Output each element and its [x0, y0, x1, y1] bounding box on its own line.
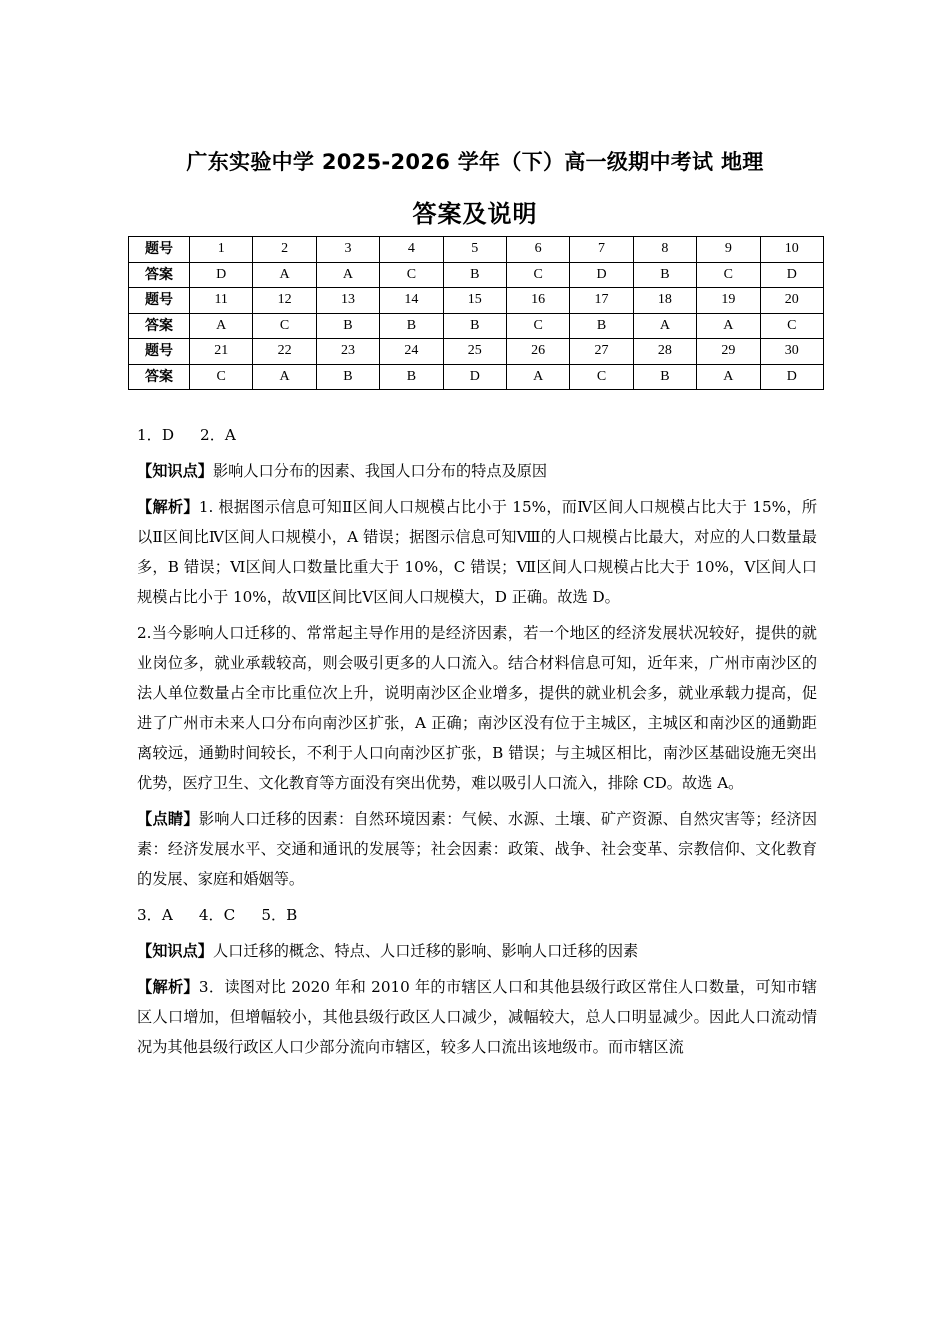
row-label-number: 题号 [129, 237, 190, 263]
tip-paragraph [137, 804, 817, 894]
question-number-cell: 26 [506, 339, 569, 365]
answer-cell: C [380, 262, 443, 288]
row-label-answer: 答案 [129, 313, 190, 339]
question-number-cell: 10 [760, 237, 823, 263]
question-number-row [129, 288, 824, 314]
answer-item: 4．C [198, 906, 236, 924]
question-number-cell: 19 [697, 288, 760, 314]
question-number-cell: 24 [380, 339, 443, 365]
answer-cell: B [443, 313, 506, 339]
question-number-cell: 16 [506, 288, 569, 314]
answer-cell: B [316, 364, 379, 390]
question-number-row [129, 237, 824, 263]
answer-item: 5．B [261, 906, 298, 924]
row-label-number: 题号 [129, 288, 190, 314]
question-number-cell: 30 [760, 339, 823, 365]
question-number-cell: 2 [253, 237, 316, 263]
answer-cell: A [253, 364, 316, 390]
answer-cell: C [506, 262, 569, 288]
question-number-cell: 27 [570, 339, 633, 365]
question-number-cell: 11 [190, 288, 253, 314]
answer-cell: D [570, 262, 633, 288]
answer-cell: B [380, 313, 443, 339]
question-number-cell: 12 [253, 288, 316, 314]
answer-cell: D [190, 262, 253, 288]
question-number-cell: 28 [633, 339, 696, 365]
answer-cell: A [190, 313, 253, 339]
answer-cell: C [253, 313, 316, 339]
question-number-cell: 13 [316, 288, 379, 314]
knowledge-tag: 【知识点】 [137, 942, 213, 960]
question-number-cell: 20 [760, 288, 823, 314]
answer-item: 1．D [137, 426, 175, 444]
answer-cell: B [380, 364, 443, 390]
answer-cell: B [443, 262, 506, 288]
page-subtitle: 答案及说明 [412, 200, 538, 228]
analysis-paragraph [137, 972, 817, 1062]
row-label-answer: 答案 [129, 262, 190, 288]
analysis-tag: 【解析】 [137, 978, 199, 996]
section-heading [137, 900, 817, 930]
analysis-text: 2.当今影响人口迁移的、常常起主导作用的是经济因素，若一个地区的经济发展状况较好，提供的就业岗位多，就业承载较高，则会吸引更多的人口流入。结合材料信息可知，近年来，广州市南沙区的法人单位数量占全市比重位次上升，说明南沙区企业增多，提供的就业机会多，就业承载力提高，促进了广州市未来人口分布向南沙区扩张，A 正确；南沙区没有位于主城区，主城区和南沙区的通勤距离较远，通勤时间较长，不利于人口向南沙区扩张，B 错误；与主城区相比，南沙区基础设施无突出优势，医疗卫生、文化教育等方面没有突出优势，难以吸引人口流入，排除 CD。故选 A。 [137, 624, 817, 792]
answer-cell: A [253, 262, 316, 288]
explanation-body [137, 420, 817, 1068]
answer-cell: D [760, 262, 823, 288]
page-title: 广东实验中学 2025-2026 学年（下）高一级期中考试 地理 [186, 150, 764, 174]
row-label-number: 题号 [129, 339, 190, 365]
question-number-cell: 15 [443, 288, 506, 314]
answer-cell: A [697, 364, 760, 390]
row-label-answer: 答案 [129, 364, 190, 390]
question-number-cell: 5 [443, 237, 506, 263]
tip-text: 影响人口迁移的因素：自然环境因素：气候、水源、土壤、矿产资源、自然灾害等；经济因素：经济发展水平、交通和通讯的发展等；社会因素：政策、战争、社会变革、宗教信仰、文化教育的发展、家庭和婚姻等。 [137, 810, 818, 888]
answer-item: 2．A [200, 426, 236, 444]
question-number-cell: 7 [570, 237, 633, 263]
answer-cell: A [633, 313, 696, 339]
question-number-cell: 9 [697, 237, 760, 263]
section-heading [137, 420, 817, 450]
analysis-paragraph [137, 618, 817, 798]
knowledge-text: 影响人口分布的因素、我国人口分布的特点及原因 [212, 462, 548, 480]
answer-row [129, 364, 824, 390]
answer-cell: D [760, 364, 823, 390]
answer-cell: B [316, 313, 379, 339]
question-number-row [129, 339, 824, 365]
question-number-cell: 3 [316, 237, 379, 263]
answer-cell: D [443, 364, 506, 390]
answer-item: 3．A [137, 906, 173, 924]
answer-cell: A [506, 364, 569, 390]
answer-cell: C [697, 262, 760, 288]
question-number-cell: 23 [316, 339, 379, 365]
question-number-cell: 4 [380, 237, 443, 263]
answer-cell: A [316, 262, 379, 288]
answer-row [129, 262, 824, 288]
knowledge-tag: 【知识点】 [137, 462, 213, 480]
question-number-cell: 21 [190, 339, 253, 365]
answer-cell: B [633, 262, 696, 288]
answer-cell: B [570, 313, 633, 339]
analysis-text: 3．读图对比 2020 年和 2010 年的市辖区人口和其他县级行政区常住人口数量，可知市辖区人口增加，但增幅较小，其他县级行政区人口减少，减幅较大，总人口明显减少。因此人口流动情况为其他县级行政区人口少部分流向市辖区，较多人口流出该地级市。而市辖区流 [137, 978, 818, 1056]
question-number-cell: 17 [570, 288, 633, 314]
answer-cell: C [570, 364, 633, 390]
answer-cell: A [697, 313, 760, 339]
knowledge-point [137, 456, 817, 486]
answer-table [128, 236, 824, 390]
analysis-text: 1. 根据图示信息可知Ⅱ区间人口规模占比小于 15%，而Ⅳ区间人口规模占比大于 15%，所以Ⅱ区间比Ⅳ区间人口规模小，A 错误；据图示信息可知Ⅷ的人口规模占比最大，对应的人口数量最多，B 错误；Ⅵ区间人口数量比重大于 10%，C 错误；Ⅶ区间人口规模占比大于 10%，Ⅴ区间人口规模占比小于 10%，故Ⅶ区间比Ⅴ区间人口规模大，D 正确。故选 D。 [137, 498, 818, 606]
tip-tag: 【点睛】 [137, 810, 199, 828]
knowledge-point [137, 936, 817, 966]
question-number-cell: 22 [253, 339, 316, 365]
analysis-paragraph [137, 492, 817, 612]
question-number-cell: 14 [380, 288, 443, 314]
answer-cell: C [190, 364, 253, 390]
question-number-cell: 29 [697, 339, 760, 365]
answer-cell: C [506, 313, 569, 339]
question-number-cell: 1 [190, 237, 253, 263]
answer-cell: C [760, 313, 823, 339]
knowledge-text: 人口迁移的概念、特点、人口迁移的影响、影响人口迁移的因素 [212, 942, 639, 960]
question-number-cell: 6 [506, 237, 569, 263]
question-number-cell: 25 [443, 339, 506, 365]
answer-row [129, 313, 824, 339]
answer-cell: B [633, 364, 696, 390]
analysis-tag: 【解析】 [137, 498, 199, 516]
question-number-cell: 8 [633, 237, 696, 263]
question-number-cell: 18 [633, 288, 696, 314]
